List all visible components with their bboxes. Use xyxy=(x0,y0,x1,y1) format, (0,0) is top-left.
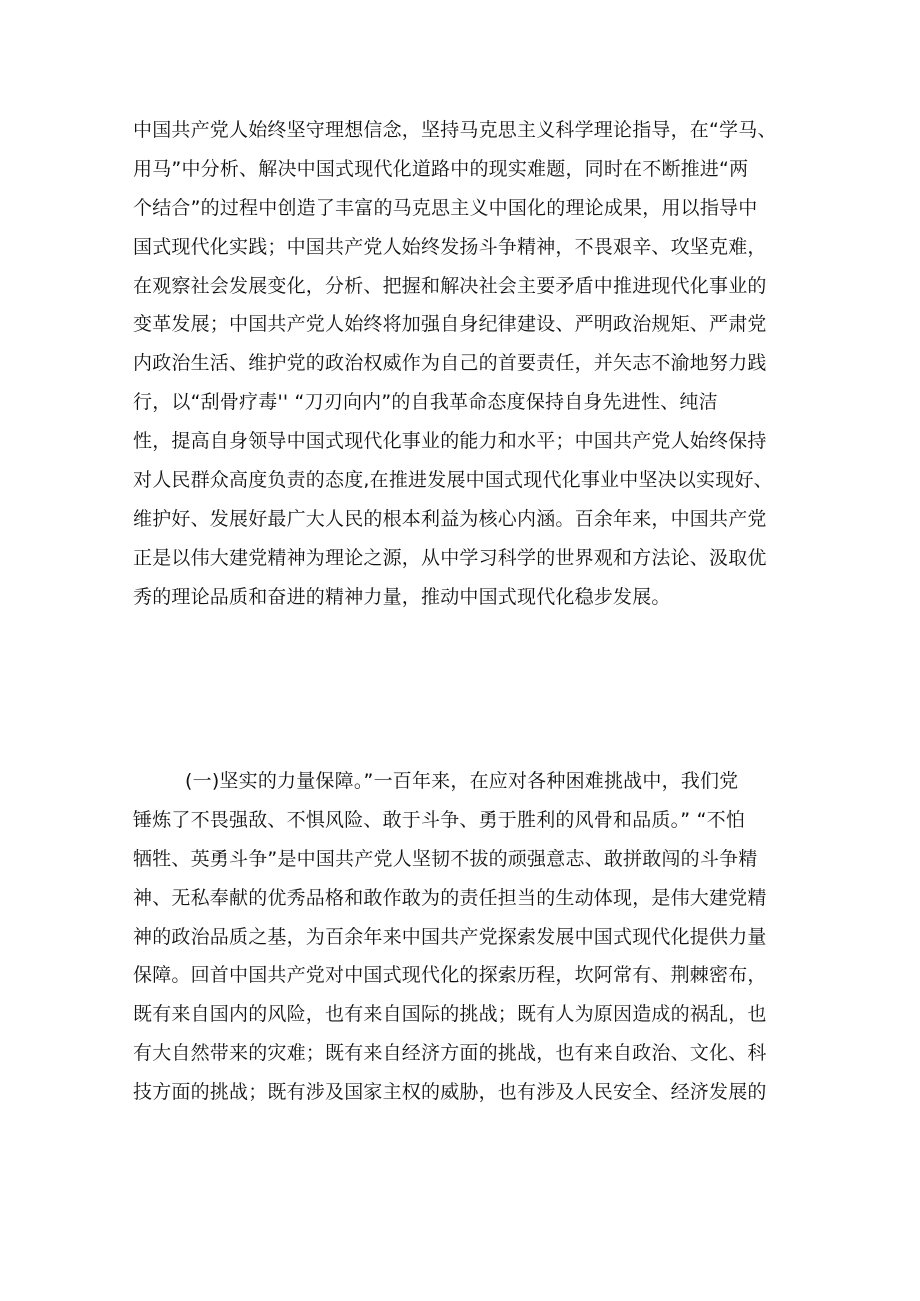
text-line: 维护好、发展好最广大人民的根本利益为核心内涵。百余年来，中国共产党 xyxy=(133,507,767,530)
text-line: 国式现代化实践；中国共产党人始终发扬斗争精神，不畏艰辛、攻坚克难， xyxy=(133,235,767,258)
text-line: 中国共产党人始终坚守理想信念，坚持马克思主义科学理论指导，在“学马、 xyxy=(133,119,777,141)
text-line: 性，提高自身领导中国式现代化事业的能力和水平；中国共产党人始终保持 xyxy=(133,430,767,453)
text-line: 有大自然带来的灾难；既有来自经济方面的挑战，也有来自政治、文化、科 xyxy=(133,1042,767,1065)
text-line: 既有来自国内的风险，也有来自国际的挑战；既有人为原因造成的祸乱，也 xyxy=(133,1003,767,1026)
text-line: 保障。回首中国共产党对中国式现代化的探索历程，坎阿常有、荆棘密布， xyxy=(133,964,767,987)
text-line: 锤炼了不畏强敌、不惧风险、敢于斗争、勇于胜利的风骨和品质。” “不怕 xyxy=(133,808,746,831)
text-line: 神、无私奉献的优秀品格和敢作敢为的责任担当的生动体现，是伟大建党精 xyxy=(133,886,767,909)
text-line: 技方面的挑战；既有涉及国家主权的威胁，也有涉及人民安全、经济发展的 xyxy=(133,1081,767,1104)
paragraph-solid-strength-guarantee xyxy=(133,762,813,1112)
text-line: 个结合”的过程中创造了丰富的马克思主义中国化的理论成果，用以指导中 xyxy=(133,196,758,219)
text-line: 内政治生活、维护党的政治权威作为自己的首要责任，并矢志不渝地努力践 xyxy=(133,352,767,375)
paragraph-ideals-and-struggle xyxy=(133,111,813,617)
text-line: 秀的理论品质和奋进的精神力量，推动中国式现代化稳步发展。 xyxy=(133,585,671,608)
text-line: 神的政治品质之基，为百余年来中国共产党探索发展中国式现代化提供力量 xyxy=(133,925,767,948)
text-line: 正是以伟大建党精神为理论之源，从中学习科学的世界观和方法论、汲取优 xyxy=(133,546,767,569)
text-line: 牺牲、英勇斗争”是中国共产党人坚韧不拔的顽强意志、敢拼敢闯的斗争精 xyxy=(133,847,758,870)
section-heading-line: (一)坚实的力量保障。”一百年来，在应对各种困难挑战中，我们党 xyxy=(185,770,739,792)
text-line: 对人民群众高度负责的态度,在推进发展中国式现代化事业中坚决以实现好、 xyxy=(133,469,773,492)
text-line: 在观察社会发展变化，分析、把握和解决社会主要矛盾中推进现代化事业的 xyxy=(133,274,767,297)
text-line: 行，以“刮骨疗毒'' “刀刃向内”的自我革命态度保持自身先进性、纯洁 xyxy=(133,391,718,414)
text-line: 变革发展；中国共产党人始终将加强自身纪律建设、严明政治规矩、严肃党 xyxy=(133,313,767,336)
text-line: 用马”中分析、解决中国式现代化道路中的现实难题，同时在不断推进“两 xyxy=(133,157,749,180)
